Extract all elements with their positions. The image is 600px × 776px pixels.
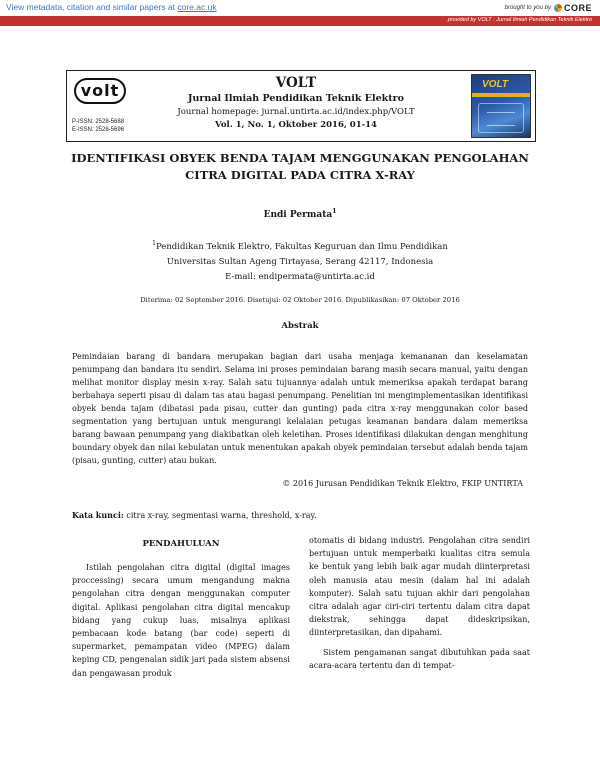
- issn-block: [72, 118, 124, 134]
- provided-by-bar: [0, 16, 600, 26]
- journal-name: Jurnal Ilmiah Pendidikan Teknik Elektro: [188, 93, 404, 104]
- journal-info: [137, 74, 455, 132]
- issn-print: P-ISSN: 2528-5688: [72, 119, 125, 125]
- keywords: [72, 510, 528, 520]
- journal-homepage: Journal homepage: jurnal.untirta.ac.id/index.php/VOLT: [177, 107, 415, 117]
- body-column-left: [72, 534, 290, 680]
- body-column-right: [309, 534, 530, 672]
- keywords-list: citra x-ray, segmentasi warna, threshold, x-ray.: [123, 511, 317, 520]
- article-title: IDENTIFIKASI OBYEK BENDA TAJAM MENGGUNAKAN PENGOLAHAN CITRA DIGITAL PADA CITRA X-RAY: [71, 151, 529, 182]
- author-affiliation: $^1$Pendidikan Teknik Elektro, Fakultas Keguruan dan Ilmu Pendidikan Universitas Sultan Ageng Tirtayasa, Serang 42117, Indonesia E-mail: endipermata@untirta.ac.id: [60, 236, 540, 285]
- core-banner: [0, 0, 600, 16]
- publication-dates: Diterima: 02 September 2016. Disetujui: 02 Oktober 2016. Dipublikasikan: 07 Oktober 2016: [140, 296, 460, 304]
- core-logo[interactable]: CORE: [554, 3, 592, 13]
- abstract-text: Pemindaian barang di bandara merupakan bagian dari usaha menjaga kemananan dan keselamatan penumpang dan bandara itu sendiri. Selama ini proses pemindaian barang masih secara manual, yaitu dengan melihat monitor display mesin x-ray. Salah satu tujuannya adalah untuk memeriksa apakah terdapat barang berbahaya seperti pisau di dalam tas atau bagasi penumpang. Penelitian ini mengimplementasikan identifikasi obyek benda tajam (dibatasi pada pisau, cutter dan gunting) pada citra x-ray menggunakan color based segmentation yang bertujuan untuk mengurangi kelalaian petugas keamanan bandara dalam memeriksa barang bawaan penumpang yang diakibatkan oleh keletihan. Proses identifikasi dilakukan dengan menghitung boundary obyek dan nilai kebulatan untuk menentukan apakah obyek pemindaian tersebut adalah benda tajam (pisau, gunting, cutter) atau bukan.: [72, 352, 528, 465]
- keywords-label: Kata kunci:: [72, 510, 124, 520]
- author-name: Endi Permata$^1$: [263, 208, 337, 220]
- copyright-line: © 2016 Jurusan Pendidikan Teknik Elektro, FKIP UNTIRTA: [282, 479, 523, 488]
- journal-abbr: VOLT: [275, 75, 317, 91]
- brought-to-you-text: brought to you by: [504, 5, 551, 11]
- intro-paragraph: Istilah pengolahan citra digital (digital images proccessing) secara umum mengandung makna pengolahan citra dengan menggunakan computer digital. Aplikasi pengolahan citra digital mencakup bidang yang cukup luas, misalnya aplikasi pembacaan kode batang (bar code) seperti di supermarket, pemampatan video (MPEG) dalam keping CD, pengenalan sidik jari pada sistem absensi dan pengawasan produk: [72, 563, 290, 678]
- section-heading: PENDAHULUAN: [142, 539, 220, 549]
- core-logo-icon: [554, 4, 562, 12]
- cover-circuit-graphic: [478, 103, 524, 133]
- journal-cover-image: [471, 74, 531, 138]
- volt-logo-word: volt: [74, 78, 126, 104]
- body-paragraph: otomatis di bidang industri. Pengolahan citra sendiri bertujuan untuk memperbaiki kualitas citra semula ke bentuk yang lebih baik agar mudah diinterpretasi oleh manusia atau mesin (dalam hal ini adalah komputer). Salah satu tujuan akhir dari pengolahan citra adalah agar ciri-ciri tertentu dalam citra dapat diekstrak, sehingga dapat dideskripsikan, diinterpretasikan, dan dipahami.: [309, 536, 530, 638]
- body-paragraph: Sistem pengamanan sangat dibutuhkan pada saat acara-acara tertentu dan di tempat-: [309, 647, 530, 670]
- journal-header: [66, 70, 536, 142]
- provided-by-text[interactable]: provided by VOLT : Jurnal Ilmiah Pendidikan Teknik Elektro: [447, 17, 592, 23]
- author-email: E-mail: endipermata@untirta.ac.id: [225, 271, 375, 282]
- volt-logo: [70, 74, 132, 138]
- cover-band: [472, 93, 530, 97]
- core-brand[interactable]: [505, 3, 592, 13]
- journal-volume: Vol. 1, No. 1, Oktober 2016, 01-14: [215, 120, 377, 130]
- issn-online: E-ISSN: 2528-5696: [72, 127, 125, 133]
- cover-title: VOLT: [482, 79, 508, 90]
- core-metadata-link[interactable]: View metadata, citation and similar papers at core.ac.uk: [6, 2, 217, 12]
- abstract-heading: Abstrak: [281, 321, 319, 331]
